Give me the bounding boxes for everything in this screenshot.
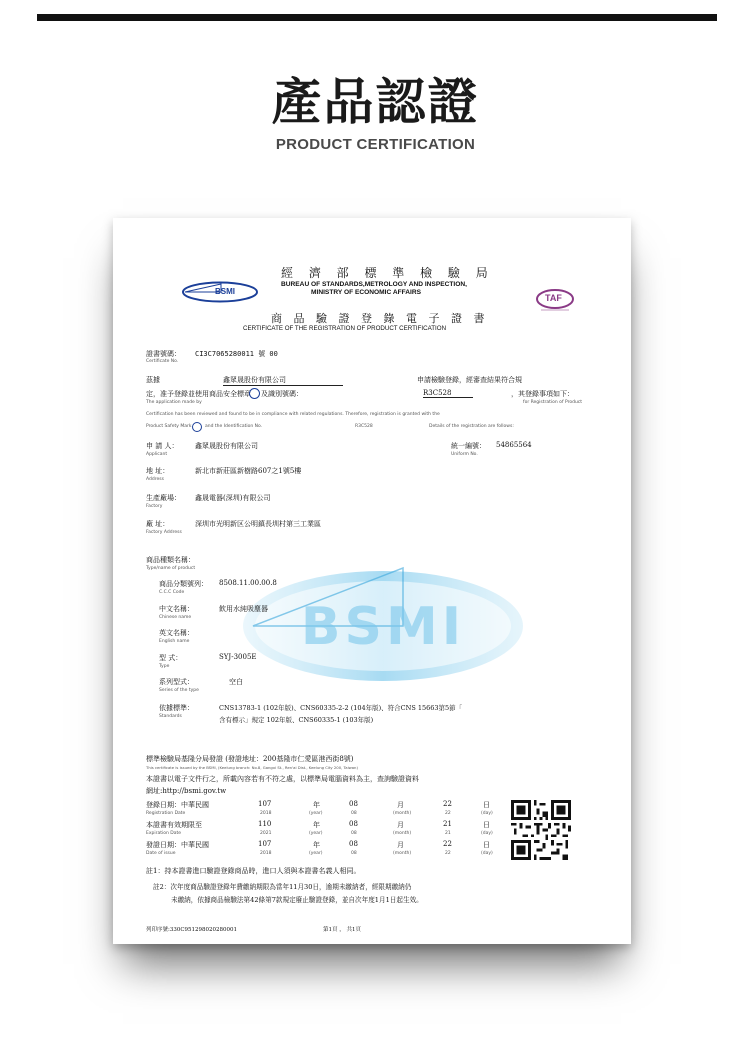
applicant-en: Applicant [146, 452, 168, 457]
note-2-line-2: 未繳納，依據商品檢驗法第42條第7款規定廢止驗證登錄，並自次年度1月1日起生效。 [171, 896, 423, 904]
standards-en: Standards [159, 714, 182, 719]
issue-date-label: 發證日期：中華民國 [146, 841, 209, 849]
uniform-no-en: Uniform No. [451, 452, 478, 457]
issue-year-unit-en: (year) [309, 851, 323, 856]
body-en-2: Certification has been reviewed and found to be in compliance with related regulations. Therefore, registration is granted with the [146, 412, 440, 417]
top-divider-bar [37, 14, 717, 21]
exp-year-unit: 年 [313, 821, 320, 829]
reg-date-label: 登錄日期：中華民國 [146, 801, 209, 809]
series-label: 系列型式： [159, 678, 194, 686]
body-en-3a: Product Safety Mark [146, 424, 192, 429]
body-line1-prefix: 茲據 [146, 376, 160, 384]
safety-mark-icon [249, 388, 260, 399]
series-value: 空白 [229, 678, 243, 686]
factory-label: 生產廠場： [146, 494, 181, 502]
reg-month: 08 [349, 800, 358, 808]
applicant-value: 鑫眾晟股份有限公司 [195, 442, 258, 450]
model-value: SYJ-3005E [219, 653, 257, 661]
body-en-3d: Details of the registration are follows: [429, 424, 514, 429]
english-name-label: 英文名稱： [159, 629, 194, 637]
factory-en: Factory [146, 504, 163, 509]
exp-year-unit-en: (year) [309, 831, 323, 836]
series-en: Series of the type [159, 688, 199, 693]
issue-year-roc: 107 [258, 840, 272, 848]
factory-address-en: Factory Address [146, 530, 182, 535]
address-en: Address [146, 477, 164, 482]
exp-day-unit: 日 [483, 821, 490, 829]
issue-day: 22 [443, 840, 452, 848]
exp-day-small: 21 [445, 831, 451, 836]
issue-month: 08 [349, 840, 358, 848]
note-2-line-1: 註2：次年度商品驗證登錄年費繳納期限為當年11月30日，逾期未繳納者，經限期繳納仍 [153, 883, 412, 891]
exp-month: 08 [349, 820, 358, 828]
chinese-name-en: Chinese name [159, 615, 192, 620]
factory-address-value: 深圳市光明新区公明鎮長圳村第三工業區 [195, 520, 321, 528]
bureau-name-zh: 經 濟 部 標 準 檢 驗 局 [281, 266, 494, 280]
expiration-label: 本證書有效期限至 [146, 821, 202, 829]
page-title: 產品認證 [271, 73, 480, 131]
cert-no-label: 證書號碼： [146, 350, 181, 358]
qr-code-icon[interactable] [511, 800, 571, 860]
exp-month-small: 08 [351, 831, 357, 836]
issue-month-unit: 月 [397, 841, 404, 849]
body-en-1a: The application made by [146, 400, 202, 405]
issue-day-unit: 日 [483, 841, 490, 849]
chinese-name-label: 中文名稱： [159, 605, 194, 613]
address-label: 地 址： [146, 467, 170, 475]
reg-year-roc: 107 [258, 800, 272, 808]
ccc-value: 8508.11.00.00.8 [219, 579, 277, 587]
taf-logo: TAF [533, 288, 577, 314]
reg-date-en: Registration Date [146, 811, 186, 816]
reg-day-unit: 日 [483, 801, 490, 809]
exp-year-roc: 110 [258, 820, 272, 828]
cert-no-en: Certificate No. [146, 359, 179, 364]
exp-year: 2021 [260, 831, 272, 836]
bureau-name-en-2: MINISTRY OF ECONOMIC AFFAIRS [311, 289, 422, 296]
certificate-title-en: CERTIFICATE OF THE REGISTRATION OF PRODUCT CERTIFICATION [243, 325, 447, 332]
reg-day-unit-en: (day) [481, 811, 493, 816]
certificate-title-zh: 商 品 驗 證 登 錄 電 子 證 書 [271, 312, 489, 325]
model-en: Type [159, 664, 170, 669]
issue-month-small: 08 [351, 851, 357, 856]
body-en-3c: R3C528 [355, 424, 373, 429]
product-type-label: 商品種類名稱： [146, 556, 195, 564]
reg-year: 2018 [260, 811, 272, 816]
reg-day-small: 22 [445, 811, 451, 816]
issue-day-unit-en: (day) [481, 851, 493, 856]
note-1: 註1：持本證書進口驗證登錄商品時，進口人須與本證書名義人相同。 [146, 867, 361, 875]
body-line2-prefix: 定，准予登錄並使用商品安全標章 [146, 390, 251, 398]
english-name-en: English name [159, 639, 190, 644]
bureau-name-en-1: BUREAU OF STANDARDS,METROLOGY AND INSPECTION, [281, 281, 467, 288]
svg-text:BSMI: BSMI [300, 597, 466, 657]
reg-month-unit: 月 [397, 801, 404, 809]
exp-month-unit-en: (month) [393, 831, 412, 836]
body-line2-suffix: ，其登錄事項如下： [511, 390, 574, 398]
issue-year: 2018 [260, 851, 272, 856]
body-line2-code: R3C528 [423, 389, 473, 398]
reg-day: 22 [443, 800, 452, 808]
factory-address-label: 廠 址： [146, 520, 170, 528]
issuer-en: This certificate is issued by the BSMI, (Keelung branch: No.8, Gangxi St., Ren'ai Dist., Keelung City 200, Taiwan) [146, 765, 358, 770]
print-serial-no: 列印序號:330C951298020280001 [146, 927, 238, 933]
ccc-label: 商品分類號列： [159, 580, 208, 588]
reg-month-unit-en: (month) [393, 811, 412, 816]
model-label: 型 式： [159, 654, 183, 662]
body-line2-middle: 及識別號碼： [261, 390, 303, 398]
certificate-document [113, 218, 631, 944]
exp-day-unit-en: (day) [481, 831, 493, 836]
expiration-en: Expiration Date [146, 831, 182, 836]
bsmi-watermark [233, 548, 533, 688]
reg-year-unit-en: (year) [309, 811, 323, 816]
applicant-label: 申 請 人： [146, 442, 179, 450]
issue-date-en: Date of issue [146, 851, 176, 856]
page-subtitle: PRODUCT CERTIFICATION [275, 136, 476, 153]
factory-value: 鑫晟電器(深圳)有限公司 [195, 494, 271, 502]
exp-month-unit: 月 [397, 821, 404, 829]
uniform-no-value: 54865564 [496, 441, 532, 449]
bsmi-logo: BSMI [181, 281, 259, 303]
issuer-line: 標準檢驗局基隆分局發證 (發證地址：200基隆市仁愛區港西街8號) [146, 755, 354, 763]
chinese-name-value: 飲用水純吸塵器 [219, 605, 268, 613]
electronic-note: 本證書以電子文件行之，所載內容若有不符之處，以標準局電腦資料為主，查詢驗證資料 [146, 775, 419, 783]
website: 網址:http://bsmi.gov.tw [146, 787, 227, 795]
issue-year-unit: 年 [313, 841, 320, 849]
issue-month-unit-en: (month) [393, 851, 412, 856]
issue-day-small: 22 [445, 851, 451, 856]
standards-value-1: CNS13783-1 (102年版)、CNS60335-2-2 (104年版)、符合CNS 15663第5節「 [219, 704, 463, 712]
reg-year-unit: 年 [313, 801, 320, 809]
address-value: 新北市新莊區新樹路607之1號5樓 [195, 467, 302, 475]
body-line1-suffix: 申請檢驗登錄，經審查結果符合規 [417, 376, 522, 384]
product-type-en: Type/name of product [146, 566, 196, 571]
ccc-en: C.C.C Code [159, 590, 185, 595]
safety-mark-icon-small [192, 422, 202, 432]
body-en-3b: and the Identification No. [205, 424, 263, 429]
body-en-1b: for Registration of Product [523, 400, 583, 405]
uniform-no-label: 統一編號： [451, 442, 486, 450]
cert-no-value: CI3C7065280011 號 00 [195, 350, 278, 358]
exp-day: 21 [443, 820, 452, 828]
page-number: 第1頁 ， 共1頁 [323, 927, 361, 933]
standards-value-2: 含有標示」規定 102年版、CNS60335-1 (103年版) [219, 716, 374, 724]
reg-month-small: 08 [351, 811, 357, 816]
standards-label: 依據標準： [159, 704, 194, 712]
body-line1-company: 鑫眾晟股份有限公司 [223, 375, 343, 386]
